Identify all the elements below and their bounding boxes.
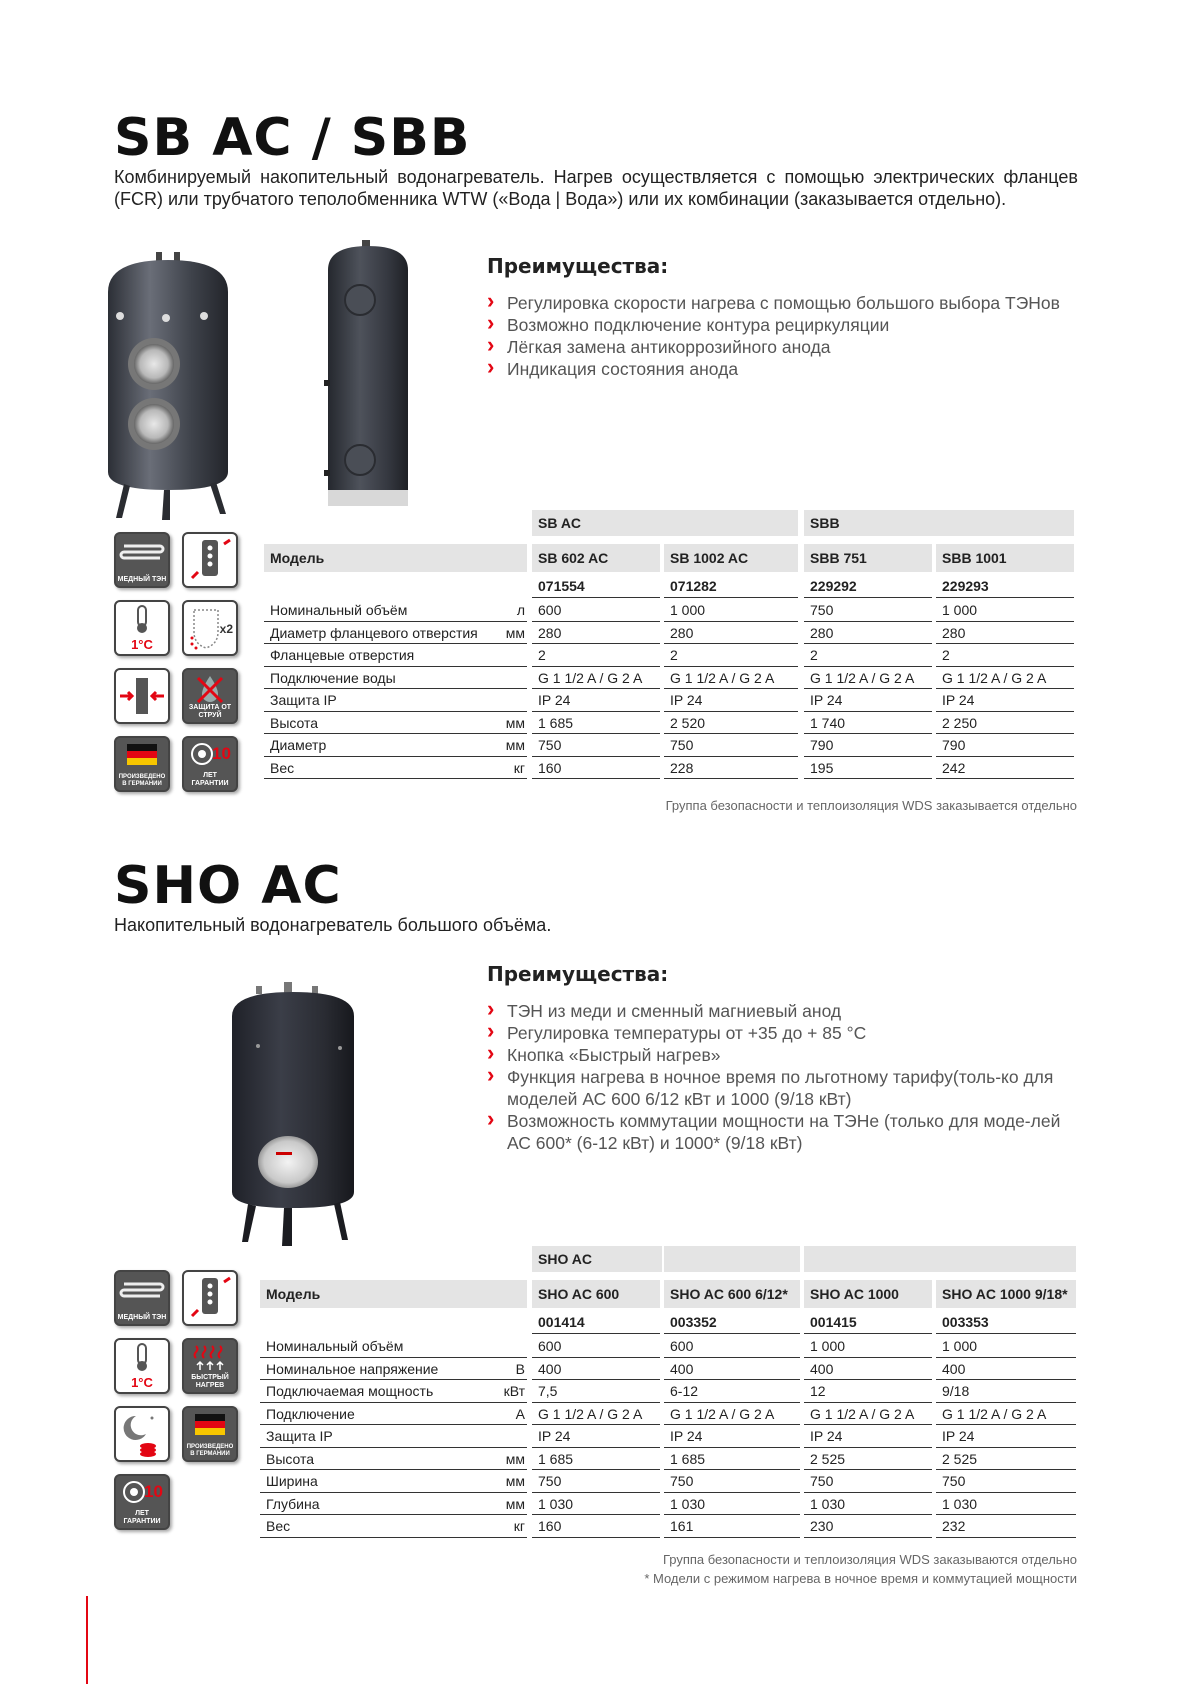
cell-value: G 1 1/2 A / G 2 A <box>942 669 1047 686</box>
table-cell <box>664 1425 800 1448</box>
cell-value: 2 525 <box>942 1450 978 1467</box>
cell-value: 2 520 <box>670 714 706 731</box>
table-cell <box>532 667 660 690</box>
row-unit: мм <box>505 737 525 753</box>
cell-value: 1 000 <box>942 1338 978 1354</box>
table-row <box>260 1425 527 1448</box>
table2-model-3: SHO AC 1000 9/18* <box>936 1280 1076 1308</box>
table-cell <box>664 1515 800 1538</box>
cell-value: 750 <box>810 1473 834 1489</box>
table-cell <box>936 1493 1076 1516</box>
cell-value: 1 030 <box>942 1495 978 1512</box>
table-cell <box>664 599 798 622</box>
table-cell <box>804 1493 932 1516</box>
row-label: Защита IP <box>270 692 337 708</box>
row-unit: А <box>515 1405 525 1422</box>
section2-note-2: * Модели с режимом нагрева в ночное время и коммутацией мощности <box>644 1571 1077 1586</box>
cell-value: 1 030 <box>810 1495 846 1512</box>
table-row <box>264 599 527 622</box>
cell-value: 12 <box>810 1383 826 1399</box>
advantage-item: › Возможно подключение контура рециркуляции <box>487 314 1077 336</box>
cell-value: 160 <box>538 1518 562 1534</box>
cell-value: 1 030 <box>670 1495 706 1512</box>
table-row <box>260 1470 527 1493</box>
table-row <box>264 689 527 712</box>
row-unit: мм <box>505 714 525 731</box>
cell-value: IP 24 <box>810 692 843 708</box>
table-cell <box>804 599 932 622</box>
table-cell <box>936 1358 1076 1381</box>
table-cell <box>936 1470 1076 1493</box>
table-code-cell <box>664 574 798 598</box>
table1-group-sbb: SBB <box>804 510 1074 536</box>
table-cell <box>664 757 798 780</box>
made-in-germany-icon: ПРОИЗВЕДЕНО В ГЕРМАНИИ <box>182 1406 238 1462</box>
table-row <box>264 644 527 667</box>
advantage-item: › Лёгкая замена антикоррозийного анода <box>487 336 1077 358</box>
cell-value: 195 <box>810 759 834 776</box>
cell-value: 750 <box>538 1473 562 1489</box>
row-label: Диаметр фланцевого отверстия <box>270 624 478 641</box>
model-code: 003352 <box>670 1314 717 1330</box>
table-row <box>260 1335 527 1358</box>
table-cell <box>532 1515 660 1538</box>
model-code: 001415 <box>810 1314 857 1330</box>
section2-description: Накопительный водонагреватель большого объёма. <box>114 915 552 935</box>
table-cell <box>532 1425 660 1448</box>
row-label: Глубина <box>266 1495 320 1512</box>
cell-value: 2 250 <box>942 714 978 731</box>
copper-heater-icon: МЕДНЫЙ ТЭН <box>114 1270 170 1326</box>
cell-value: IP 24 <box>670 692 703 708</box>
cell-value: G 1 1/2 A / G 2 A <box>810 1405 915 1422</box>
row-label: Диаметр <box>270 737 327 753</box>
cell-value: 6-12 <box>670 1383 699 1399</box>
table-cell <box>532 712 660 735</box>
cell-value: 400 <box>670 1360 694 1377</box>
cell-value: 232 <box>942 1518 966 1534</box>
table-cell <box>936 712 1074 735</box>
table-cell <box>532 1335 660 1358</box>
warranty-icon: 10 ЛЕТ ГАРАНТИИ <box>114 1474 170 1530</box>
table2-model-label: Модель <box>260 1280 527 1308</box>
table-row <box>260 1403 527 1426</box>
cell-value: 280 <box>942 624 966 641</box>
table-cell <box>936 1380 1076 1403</box>
cell-value: 1 685 <box>670 1450 706 1467</box>
table-code-cell <box>936 1310 1076 1334</box>
cell-value: IP 24 <box>942 1428 975 1444</box>
advantage-item: › Возможность коммутации мощности на ТЭНе (только для моде-лей АС 600* (6-12 кВт) и 1000* (9/18 кВт) <box>487 1110 1077 1154</box>
page-edge-accent <box>86 1596 88 1684</box>
table-cell <box>804 667 932 690</box>
cell-value: 790 <box>942 737 966 753</box>
cell-value: G 1 1/2 A / G 2 A <box>538 1405 643 1422</box>
model-code: 003353 <box>942 1314 989 1330</box>
table2-group-blank-1 <box>664 1246 800 1272</box>
cell-value: 750 <box>670 1473 694 1489</box>
table-row <box>260 1358 527 1381</box>
table-cell <box>804 712 932 735</box>
table-cell <box>532 1470 660 1493</box>
cell-value: 2 <box>538 647 546 663</box>
table-cell <box>936 667 1074 690</box>
cell-value: IP 24 <box>670 1428 703 1444</box>
night-tariff-icon <box>114 1406 170 1462</box>
warranty-icon: 10 ЛЕТ ГАРАНТИИ <box>182 736 238 792</box>
advantage-item: › Регулировка температуры от +35 до + 85 °С <box>487 1022 1077 1044</box>
table-cell <box>664 689 798 712</box>
section1-advantages-title: Преимущества: <box>487 254 669 278</box>
row-label: Подключение воды <box>270 669 396 686</box>
table-cell <box>532 1358 660 1381</box>
table-cell <box>664 1335 800 1358</box>
cell-value: 1 000 <box>810 1338 846 1354</box>
table-cell <box>664 667 798 690</box>
table2-model-2: SHO AC 1000 <box>804 1280 932 1308</box>
table-cell <box>936 734 1074 757</box>
table-code-cell <box>804 574 932 598</box>
table-row <box>264 734 527 757</box>
table-code-cell <box>664 1310 800 1334</box>
thermometer-icon: 1°C <box>114 1338 170 1394</box>
cell-value: 280 <box>670 624 694 641</box>
cell-value: 280 <box>538 624 562 641</box>
cell-value: 1 030 <box>538 1495 574 1512</box>
table-row <box>260 1493 527 1516</box>
table-cell <box>664 712 798 735</box>
table-cell <box>804 757 932 780</box>
row-unit: мм <box>505 1473 525 1489</box>
cell-value: 2 <box>670 647 678 663</box>
enamel-x2-icon: x2 <box>182 600 238 656</box>
cell-value: IP 24 <box>538 692 571 708</box>
table-cell <box>664 1448 800 1471</box>
table-cell <box>936 689 1074 712</box>
table-cell <box>936 622 1074 645</box>
cell-value: G 1 1/2 A / G 2 A <box>538 669 643 686</box>
row-label: Вес <box>266 1518 291 1534</box>
row-unit: мм <box>505 1495 525 1512</box>
model-code: 229293 <box>942 578 989 594</box>
table-cell <box>804 1448 932 1471</box>
section2-advantages-list <box>487 1000 1077 1154</box>
row-label: Защита IP <box>266 1428 333 1444</box>
cell-value: 400 <box>538 1360 562 1377</box>
model-code: 229292 <box>810 578 857 594</box>
cell-value: IP 24 <box>810 1428 843 1444</box>
row-unit: л <box>516 602 525 618</box>
cell-value: IP 24 <box>538 1428 571 1444</box>
table-cell <box>664 1403 800 1426</box>
table2-group-blank-2 <box>804 1246 1076 1272</box>
table-cell <box>804 644 932 667</box>
table-cell <box>804 1470 932 1493</box>
table-cell <box>804 1515 932 1538</box>
table-row <box>260 1448 527 1471</box>
sbb-tank-image <box>322 240 414 508</box>
section1-advantages-list <box>487 292 1077 380</box>
table-cell <box>936 599 1074 622</box>
table-cell <box>804 1403 932 1426</box>
row-unit: кВт <box>503 1383 525 1399</box>
cell-value: G 1 1/2 A / G 2 A <box>942 1405 1047 1422</box>
table-cell <box>664 1358 800 1381</box>
cell-value: 242 <box>942 759 966 776</box>
table-row <box>264 712 527 735</box>
advantage-item: › Индикация состояния анода <box>487 358 1077 380</box>
cell-value: 600 <box>670 1338 694 1354</box>
cell-value: 161 <box>670 1518 694 1534</box>
advantage-item: › Кнопка «Быстрый нагрев» <box>487 1044 1077 1066</box>
cell-value: 1 685 <box>538 714 574 731</box>
table1-model-label: Модель <box>264 544 527 572</box>
table1-model-2: SBB 751 <box>804 544 932 572</box>
cell-value: G 1 1/2 A / G 2 A <box>670 669 775 686</box>
section1-title: SB AC / SBB <box>114 108 471 168</box>
row-label: Номинальное напряжение <box>266 1360 439 1377</box>
table-cell <box>532 1380 660 1403</box>
table-code-cell <box>532 1310 660 1334</box>
table1-model-1: SB 1002 AC <box>664 544 798 572</box>
cell-value: 1 685 <box>538 1450 574 1467</box>
table-cell <box>804 1358 932 1381</box>
table-cell <box>936 757 1074 780</box>
cell-value: 1 740 <box>810 714 846 731</box>
cell-value: 750 <box>810 602 834 618</box>
section2-advantages-title: Преимущества: <box>487 962 669 986</box>
model-code: 071282 <box>670 578 717 594</box>
made-in-germany-icon: ПРОИЗВЕДЕНО В ГЕРМАНИИ <box>114 736 170 792</box>
table1-group-sb-ac: SB AC <box>532 510 798 536</box>
row-unit: кг <box>513 1518 525 1534</box>
table-cell <box>532 599 660 622</box>
table-cell <box>936 1448 1076 1471</box>
table-cell <box>532 644 660 667</box>
table-cell <box>804 1380 932 1403</box>
model-code: 071554 <box>538 578 585 594</box>
table-row <box>264 757 527 780</box>
table-cell <box>532 1448 660 1471</box>
cell-value: IP 24 <box>942 692 975 708</box>
cell-value: 228 <box>670 759 694 776</box>
table-cell <box>936 1335 1076 1358</box>
cell-value: G 1 1/2 A / G 2 A <box>670 1405 775 1422</box>
table2-model-0: SHO AC 600 <box>532 1280 660 1308</box>
cell-value: 280 <box>810 624 834 641</box>
table-row <box>260 1380 527 1403</box>
table-cell <box>664 1493 800 1516</box>
table-cell <box>664 644 798 667</box>
table-cell <box>532 757 660 780</box>
copper-heater-icon: МЕДНЫЙ ТЭН <box>114 532 170 588</box>
table-cell <box>936 1515 1076 1538</box>
section2-title: SHO AC <box>114 856 342 916</box>
row-label: Ширина <box>266 1473 318 1489</box>
advantage-item: › Регулировка скорости нагрева с помощью большого выбора ТЭНов <box>487 292 1077 314</box>
row-label: Фланцевые отверстия <box>270 647 415 663</box>
table-cell <box>532 1493 660 1516</box>
table-code-cell <box>936 574 1074 598</box>
anode-indicator-icon <box>182 1270 238 1326</box>
advantage-item: › ТЭН из меди и сменный магниевый анод <box>487 1000 1077 1022</box>
cell-value: 230 <box>810 1518 834 1534</box>
cell-value: 2 <box>810 647 818 663</box>
row-label: Номинальный объём <box>266 1338 404 1354</box>
table-cell <box>804 734 932 757</box>
table1-model-0: SB 602 AC <box>532 544 660 572</box>
model-code: 001414 <box>538 1314 585 1330</box>
row-label: Вес <box>270 759 295 776</box>
section1-description: Комбинируемый накопительный водонагреватель. Нагрев осуществляется с помощью электрических фланцев (FCR) или трубчатого теполобменника WTW («Вода | Вода») или их комбинации (заказывается отдельно). <box>114 167 1078 209</box>
cell-value: 2 <box>942 647 950 663</box>
table-cell <box>936 1425 1076 1448</box>
table-cell <box>664 734 798 757</box>
row-unit: мм <box>505 1450 525 1467</box>
table2-group-sho-ac: SHO AC <box>532 1246 662 1272</box>
row-unit: кг <box>513 759 525 776</box>
table-row <box>264 622 527 645</box>
row-label: Высота <box>270 714 319 731</box>
table-cell <box>804 1425 932 1448</box>
row-label: Номинальный объём <box>270 602 408 618</box>
table-row <box>264 667 527 690</box>
table-cell <box>532 622 660 645</box>
row-unit: В <box>515 1360 525 1377</box>
table-cell <box>804 622 932 645</box>
sb-ac-tank-image <box>104 252 232 522</box>
cell-value: 1 000 <box>670 602 706 618</box>
anode-indicator-icon <box>182 532 238 588</box>
table2-model-1: SHO AC 600 6/12* <box>664 1280 800 1308</box>
section1-note: Группа безопасности и теплоизоляция WDS заказывается отдельно <box>665 798 1077 813</box>
cell-value: 160 <box>538 759 562 776</box>
fast-heat-icon: БЫСТРЫЙ НАГРЕВ <box>182 1338 238 1394</box>
cell-value: 600 <box>538 1338 562 1354</box>
table1-model-3: SBB 1001 <box>936 544 1074 572</box>
table-cell <box>532 689 660 712</box>
row-label: Подключение <box>266 1405 355 1422</box>
table-row <box>260 1515 527 1538</box>
row-unit: мм <box>505 624 525 641</box>
table-cell <box>532 734 660 757</box>
sho-ac-tank-image <box>228 982 358 1248</box>
table-cell <box>664 622 798 645</box>
advantage-item: › Функция нагрева в ночное время по льготному тарифу(толь-ко для моделей АС 600 6/12 кВт и 1000 (9/18 кВт) <box>487 1066 1077 1110</box>
cell-value: G 1 1/2 A / G 2 A <box>810 669 915 686</box>
cell-value: 750 <box>942 1473 966 1489</box>
table-cell <box>532 1403 660 1426</box>
table-cell <box>804 1335 932 1358</box>
cell-value: 750 <box>538 737 562 753</box>
cell-value: 400 <box>942 1360 966 1377</box>
table-cell <box>664 1470 800 1493</box>
cell-value: 400 <box>810 1360 834 1377</box>
cell-value: 1 000 <box>942 602 978 618</box>
table-cell <box>936 644 1074 667</box>
cell-value: 790 <box>810 737 834 753</box>
table-cell <box>804 689 932 712</box>
table-cell <box>936 1403 1076 1426</box>
cell-value: 600 <box>538 602 562 618</box>
connection-icon <box>114 668 170 724</box>
thermometer-icon: 1°C <box>114 600 170 656</box>
section2-note-1: Группа безопасности и теплоизоляция WDS заказываются отдельно <box>662 1552 1077 1567</box>
row-label: Подключаемая мощность <box>266 1383 434 1399</box>
row-label: Высота <box>266 1450 315 1467</box>
table-code-cell <box>804 1310 932 1334</box>
cell-value: 2 525 <box>810 1450 846 1467</box>
cell-value: 9/18 <box>942 1383 970 1399</box>
cell-value: 750 <box>670 737 694 753</box>
table-cell <box>664 1380 800 1403</box>
cell-value: 7,5 <box>538 1383 558 1399</box>
splash-protection-icon: ЗАЩИТА ОТ СТРУЙ <box>182 668 238 724</box>
table-code-cell <box>532 574 660 598</box>
